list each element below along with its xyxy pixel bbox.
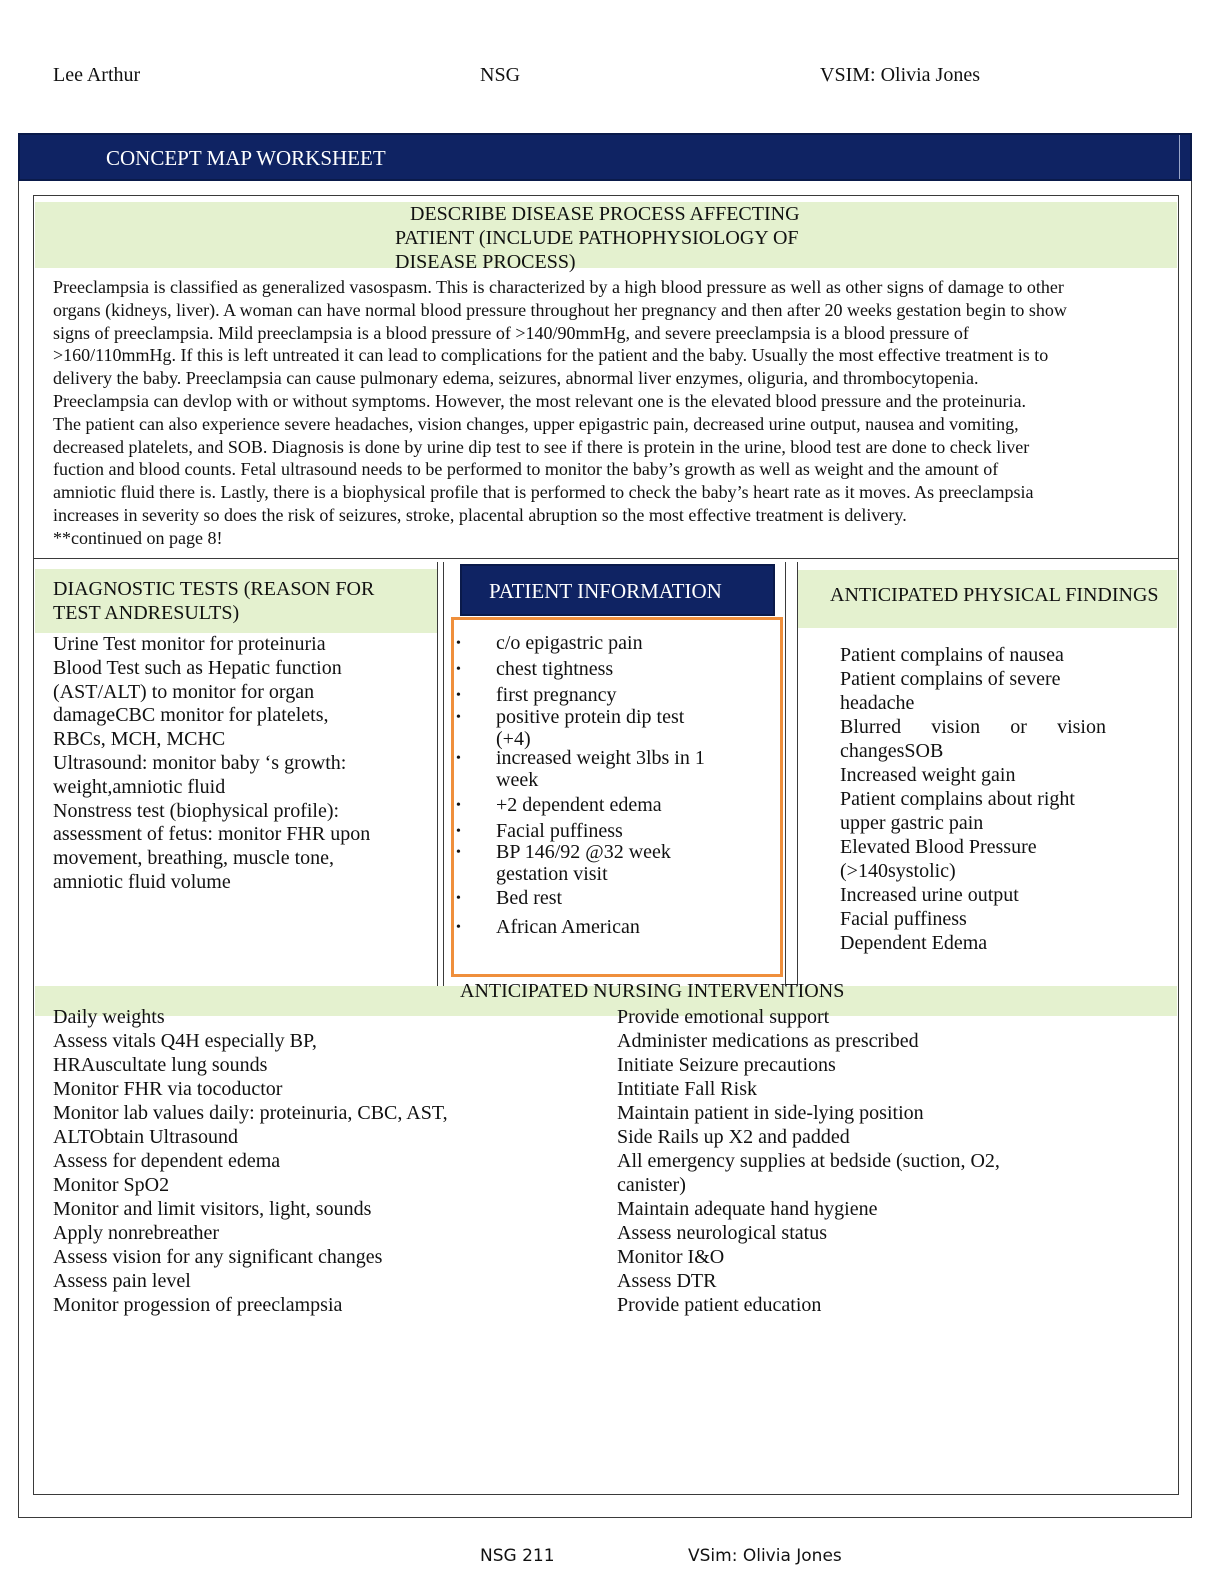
text-line: amniotic fluid there is. Lastly, there is a biophysical profile that is performed to check the baby’s heart rate as it moves. As preeclampsia [53,482,1034,503]
text-line: Intitiate Fall Risk [617,1078,757,1100]
disease-heading-line: DESCRIBE DISEASE PROCESS AFFECTING [410,203,800,225]
text-line: Provide patient education [617,1294,822,1316]
text-line: >160/110mmHg. If this is left untreated it can lead to complications for the patient and the baby. Usually the most effective treatment is to [53,345,1049,366]
text-line: Monitor I&O [617,1246,725,1268]
text-line: HRAuscultate lung sounds [53,1054,268,1076]
list-item: • +2 dependent edema [456,794,662,816]
physical-findings-title: ANTICIPATED PHYSICAL FINDINGS [830,584,1159,606]
diagnostic-heading-line: DIAGNOSTIC TESTS (REASON FOR [53,578,375,600]
text-line: Elevated Blood Pressure [840,836,1037,858]
text-line: Assess vision for any significant changes [53,1246,383,1268]
text-line: Maintain adequate hand hygiene [617,1198,878,1220]
physical-findings-text [840,643,1106,955]
text-line: Assess vitals Q4H especially BP, [53,1030,317,1052]
text-line: upper gastric pain [840,812,984,834]
text-line: (AST/ALT) to monitor for organ [53,680,315,703]
text-line: Nonstress test (biophysical profile): [53,799,340,822]
text-line: Dependent Edema [840,932,988,954]
disease-heading-line: PATIENT (INCLUDE PATHOPHYSIOLOGY OF [395,227,799,249]
bullet-icon: • [456,710,461,725]
text-line: delivery the baby. Preeclampsia can cause pulmonary edema, seizures, abnormal liver enzymes, oliguria, and thrombocytopenia. [53,368,979,389]
text-line: Increased weight gain [840,764,1016,786]
patient-information-heading [460,564,775,616]
section-divider [33,558,1179,559]
text-line: Blood Test such as Hepatic function [53,656,342,679]
text-line: Monitor and limit visitors, light, sounds [53,1198,372,1220]
text-line: Monitor lab values daily: proteinuria, CBC, AST, [53,1102,448,1124]
list-item: • positive protein dip test (+4) [456,706,685,750]
text-line: (>140systolic) [840,860,956,882]
text-line: Apply nonrebreather [53,1222,220,1244]
diagnostic-heading-line: TEST ANDRESULTS) [53,602,240,624]
text-line: All emergency supplies at bedside (suction, O2, [617,1150,1000,1172]
diagnostic-tests-text [53,633,443,895]
text-line: canister) [617,1174,686,1196]
list-item: • BP 146/92 @32 week gestation visit [456,841,671,885]
disease-process-text [53,276,1175,550]
column-separator [785,562,786,986]
disease-heading-line: DISEASE PROCESS) [395,251,576,273]
bullet-icon: • [456,751,461,766]
list-item: • Bed rest [456,887,563,909]
text-line: Assess DTR [617,1270,717,1292]
worksheet-title-bar [18,133,1192,181]
bullet-icon: • [456,662,461,677]
text-line: weight,amniotic fluid [53,775,226,798]
bullet-icon: • [456,824,461,839]
text-line: fuction and blood counts. Fetal ultrasound needs to be performed to monitor the baby’s growth as well as weight and the amount of [53,459,999,480]
text-line: Monitor SpO2 [53,1174,170,1196]
text-line: Monitor progession of preeclampsia [53,1294,343,1316]
list-item: • Facial puffiness [456,820,623,842]
text-line: Patient complains of nausea [840,644,1064,666]
bullet-icon: • [456,891,461,906]
list-item: • African American [456,916,640,938]
text-line: Patient complains of severe [840,668,1061,690]
text-line: ALTObtain Ultrasound [53,1126,238,1148]
bullet-icon: • [456,845,461,860]
text-line: movement, breathing, muscle tone, [53,847,335,870]
text-line: Initiate Seizure precautions [617,1054,836,1076]
text-line: changesSOB [840,740,944,762]
text-line: Provide emotional support [617,1006,830,1028]
text-line: Blurred vision or vision [840,716,1106,738]
text-line: organs (kidneys, liver). A woman can have normal blood pressure throughout her pregnancy and then after 20 weeks gestation begin to show [53,299,1067,320]
bullet-icon: • [456,798,461,813]
text-line: Patient complains about right [840,788,1075,810]
text-line: The patient can also experience severe headaches, vision changes, upper epigastric pain, decreased urine output, nausea and vomiting, [53,413,1019,434]
text-line: Maintain patient in side-lying position [617,1102,924,1124]
text-line: Side Rails up X2 and padded [617,1126,850,1148]
physical-findings-heading [798,570,1177,628]
text-line: Preeclampsia can devlop with or without symptoms. However, the most relevant one is the elevated blood pressure and the proteinuria. [53,390,1027,411]
text-line: Increased urine output [840,884,1019,906]
bullet-icon: • [456,688,461,703]
interventions-right-column [617,1005,1047,1317]
column-separator [443,562,444,986]
list-item: • first pregnancy [456,684,617,706]
bullet-icon: • [456,920,461,935]
text-line: signs of preeclampsia. Mild preeclampsia is a blood pressure of >140/90mmHg, and severe preeclampsia is a blood pressure of [53,322,969,343]
nursing-interventions-title: ANTICIPATED NURSING INTERVENTIONS [460,980,845,1002]
text-line: damageCBC monitor for platelets, [53,704,329,727]
disease-process-heading [35,202,1177,273]
text-line: headache [840,692,915,714]
text-line: decreased platelets, and SOB. Diagnosis is done by urine dip test to see if there is protein in the urine, blood test are done to check liver [53,436,1030,457]
worksheet-title: CONCEPT MAP WORKSHEET [106,146,386,170]
text-line: increases in severity so does the risk of seizures, stroke, placental abruption so the most effective treatment is delivery. [53,504,907,525]
text-line: Urine Test monitor for proteinuria [53,633,326,655]
title-bar-edge [1179,135,1184,179]
footer-course: NSG 211 [480,1546,555,1566]
interventions-left-column [53,1005,483,1317]
text-line: **continued on page 8! [53,527,223,548]
diagnostic-tests-heading [35,569,437,633]
text-line: Assess pain level [53,1270,191,1292]
text-line: Daily weights [53,1006,165,1028]
text-line: Monitor FHR via tocoductor [53,1078,283,1100]
patient-information-title: PATIENT INFORMATION [489,579,722,603]
text-line: assessment of fetus: monitor FHR upon [53,823,371,846]
bullet-icon: • [456,636,461,651]
header-student-name: Lee Arthur [53,64,141,86]
text-line: Facial puffiness [840,908,967,930]
list-item: • increased weight 3lbs in 1 week [456,747,705,791]
text-line: Ultrasound: monitor baby ‘s growth: [53,751,347,774]
text-line: amniotic fluid volume [53,870,231,893]
header-case: VSIM: Olivia Jones [820,64,980,86]
text-line: Assess neurological status [617,1222,827,1244]
header-course: NSG [480,64,521,86]
text-line: Preeclampsia is classified as generalized vasospasm. This is characterized by a high blood pressure as well as other signs of damage to other [53,277,1064,297]
list-item: • c/o epigastric pain [456,632,643,654]
patient-information-box [451,617,783,977]
text-line: Administer medications as prescribed [617,1030,919,1052]
footer-case: VSim: Olivia Jones [688,1546,842,1566]
list-item: • chest tightness [456,658,614,680]
text-line: RBCs, MCH, MCHC [53,728,226,751]
text-line: Assess for dependent edema [53,1150,281,1172]
